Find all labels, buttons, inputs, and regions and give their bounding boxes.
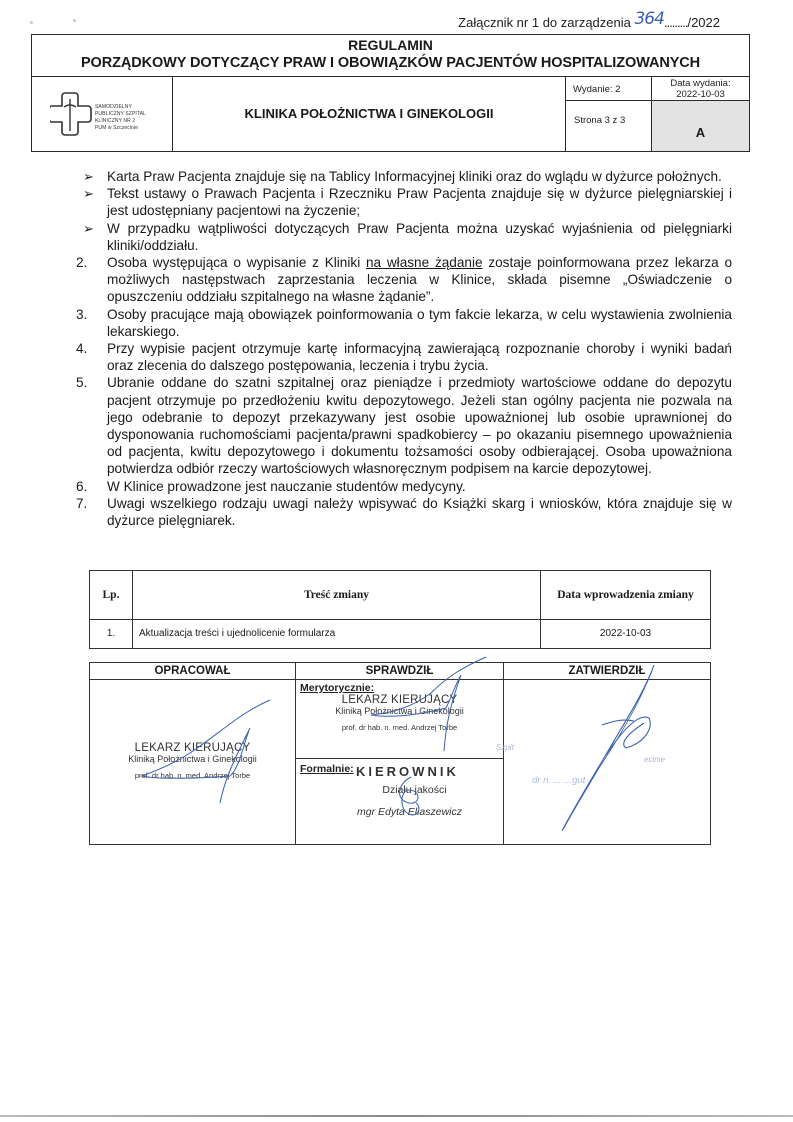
page-bottom-edge <box>0 1115 793 1117</box>
bullet-item: ➢ Tekst ustawy o Prawach Pacjenta i Rzeczniku Praw Pacjenta znajduje się w dyżurce pielęgniarskiej i jest udostępniany pacjentowi na życzenie; <box>83 186 732 219</box>
faded-stamp-name: dr n. ... ...gut <box>532 775 586 786</box>
cell-lp: 1. <box>106 628 116 639</box>
issue-date-label: Data wydania: <box>670 78 731 89</box>
approved-by-header: ZATWIERDZIŁ <box>504 663 710 680</box>
checked-by-column <box>296 663 504 844</box>
header-change-description: Treść zmiany <box>133 571 540 620</box>
numbered-item: 5. Ubranie oddane do szatni szpitalnej oraz pieniądze i przedmioty wartościowe oddane do depozytu pacjent otrzymuje po przedłożeniu kwitu depozytowego. Jeżeli stan ogólny pacjenta nie pozwala na jego odebranie to depozyt przekazywany jest osobie upoważnionej lub osobie uprawnionej do dysponowania ruchomościami pacjenta/prawni spadkobiercy – po okazaniu pisemnego upoważnienia od pacjenta, kwitu depozytowego i dokumentu tożsamości osoby odbierającej. Osoba upoważniona potwierdza odbiór rzeczy wartościowych własnoręcznym podpisem na karcie depozytowej. <box>76 375 732 477</box>
clinic-name: KLINIKA POŁOŻNICTWA I GINEKOLOGII <box>173 77 566 151</box>
cell-change-date: 2022-10-03 <box>599 628 652 639</box>
numbered-item: 6. W Klinice prowadzone jest nauczanie studentów medycyny. <box>76 478 466 494</box>
title-line-1: REGULAMIN <box>348 37 433 53</box>
handwritten-signature-icon <box>534 663 714 838</box>
numbered-item: 2. Osoba występująca o wypisanie z Kliniki na własne żądanie zostaje poinformowana przez lekarza o możliwych następstwach zaprzestania leczenia w Klinice, składa pisemne „Oświadczenie o opuszczeniu oddziału szpitalnego na własne żądanie”. <box>76 255 733 305</box>
approval-signatures-table <box>89 662 711 845</box>
issue-date-value: 2022-10-03 <box>676 89 725 100</box>
regulation-content <box>76 168 732 529</box>
numbered-item: 7. Uwagi wszelkiego rodzaju uwagi należy wpisywać do Książki skarg i wniosków, która znajduje się w dyżurce pielęgniarek. <box>76 495 732 529</box>
bullet-item: ➢ Karta Praw Pacjenta znajduje się na Tablicy Informacyjnej kliniki oraz do wglądu w dyżurce położnych. <box>83 169 722 184</box>
document-header <box>31 34 750 152</box>
attachment-suffix: /2022 <box>687 15 720 30</box>
checked-by-substantive-stamp: LEKARZ KIERUJĄCY Kliniką Położnictwa i Ginekologii prof. dr hab. n. med. Andrzej Torbe <box>335 694 464 732</box>
faded-stamp-text: Szpit <box>496 743 514 752</box>
header-lp: Lp. <box>90 571 132 620</box>
scan-artifact <box>30 21 33 24</box>
faded-stamp-text: ecinie <box>644 755 665 764</box>
arrow-bullet-icon: ➢ <box>83 220 94 236</box>
change-history-table <box>89 570 711 649</box>
document-title <box>32 35 749 77</box>
numbered-item: 4. Przy wypisie pacjent otrzymuje kartę informacyjną zawierającą rozpoznanie choroby i wyniki badań oraz zlecenia do dalszego postępowania, leczenia i trybu życia. <box>76 341 732 374</box>
substantive-label: Merytorycznie: <box>300 682 375 694</box>
column-change-description <box>133 571 541 648</box>
prepared-by-header: OPRACOWAŁ <box>90 663 295 680</box>
attachment-reference <box>420 9 720 32</box>
formal-name: mgr Edyta Eliaszewicz <box>356 806 463 818</box>
prepared-by-stamp: LEKARZ KIERUJĄCY Kliniką Położnictwa i Ginekologii prof. dr hab. n. med. Andrzej Torbe <box>128 742 257 780</box>
page-number: Strona 3 z 3 <box>566 101 652 151</box>
scan-artifact <box>73 19 76 22</box>
arrow-bullet-icon: ➢ <box>83 169 94 184</box>
bullet-item: ➢ W przypadku wątpliwości dotyczących Praw Pacjenta można uzyskać wyjaśnienia od pielęgniarki kliniki/oddziału. <box>83 220 732 253</box>
formal-label: Formalnie: <box>300 763 354 775</box>
underlined-phrase: na własne żądanie <box>365 255 483 271</box>
title-line-2: PORZĄDKOWY DOTYCZĄCY PRAW I OBOWIĄZKÓW PACJENTÓW HOSPITALIZOWANYCH <box>80 55 701 71</box>
hospital-cross-logo-icon <box>50 91 94 139</box>
hospital-logo-cell <box>32 77 173 151</box>
arrow-bullet-icon: ➢ <box>83 186 94 202</box>
column-lp <box>90 571 133 648</box>
issue-date <box>652 77 749 101</box>
handwritten-order-number: 364 <box>634 9 664 29</box>
column-change-date <box>541 571 710 648</box>
prepared-by-column <box>90 663 296 844</box>
formal-unit: Działu jakości <box>382 784 447 796</box>
edition-number: Wydanie: 2 <box>566 77 652 101</box>
attachment-dots: 364......... <box>634 9 688 30</box>
checked-by-divider <box>296 758 503 759</box>
version-letter: A <box>652 101 749 151</box>
numbered-item: 3. Osoby pracujące mają obowiązek poinformowania o tym fakcie lekarza, w celu wystawienia zwolnienia lekarskiego. <box>76 306 732 339</box>
checked-by-header: SPRAWDZIŁ <box>296 663 503 680</box>
header-change-date: Data wprowadzenia zmiany <box>541 571 710 620</box>
attachment-prefix: Załącznik nr 1 do zarządzenia <box>458 15 631 30</box>
formal-role: KIEROWNIK <box>356 764 459 779</box>
hospital-name-logo-text: SAMODZIELNY PUBLICZNY SZPITAL KLINICZNY NR 2 PUM w Szczecinie <box>95 104 146 131</box>
approved-by-column <box>496 663 710 844</box>
cell-change-description: Aktualizacja treści i ujednolicenie formularza <box>139 628 336 639</box>
